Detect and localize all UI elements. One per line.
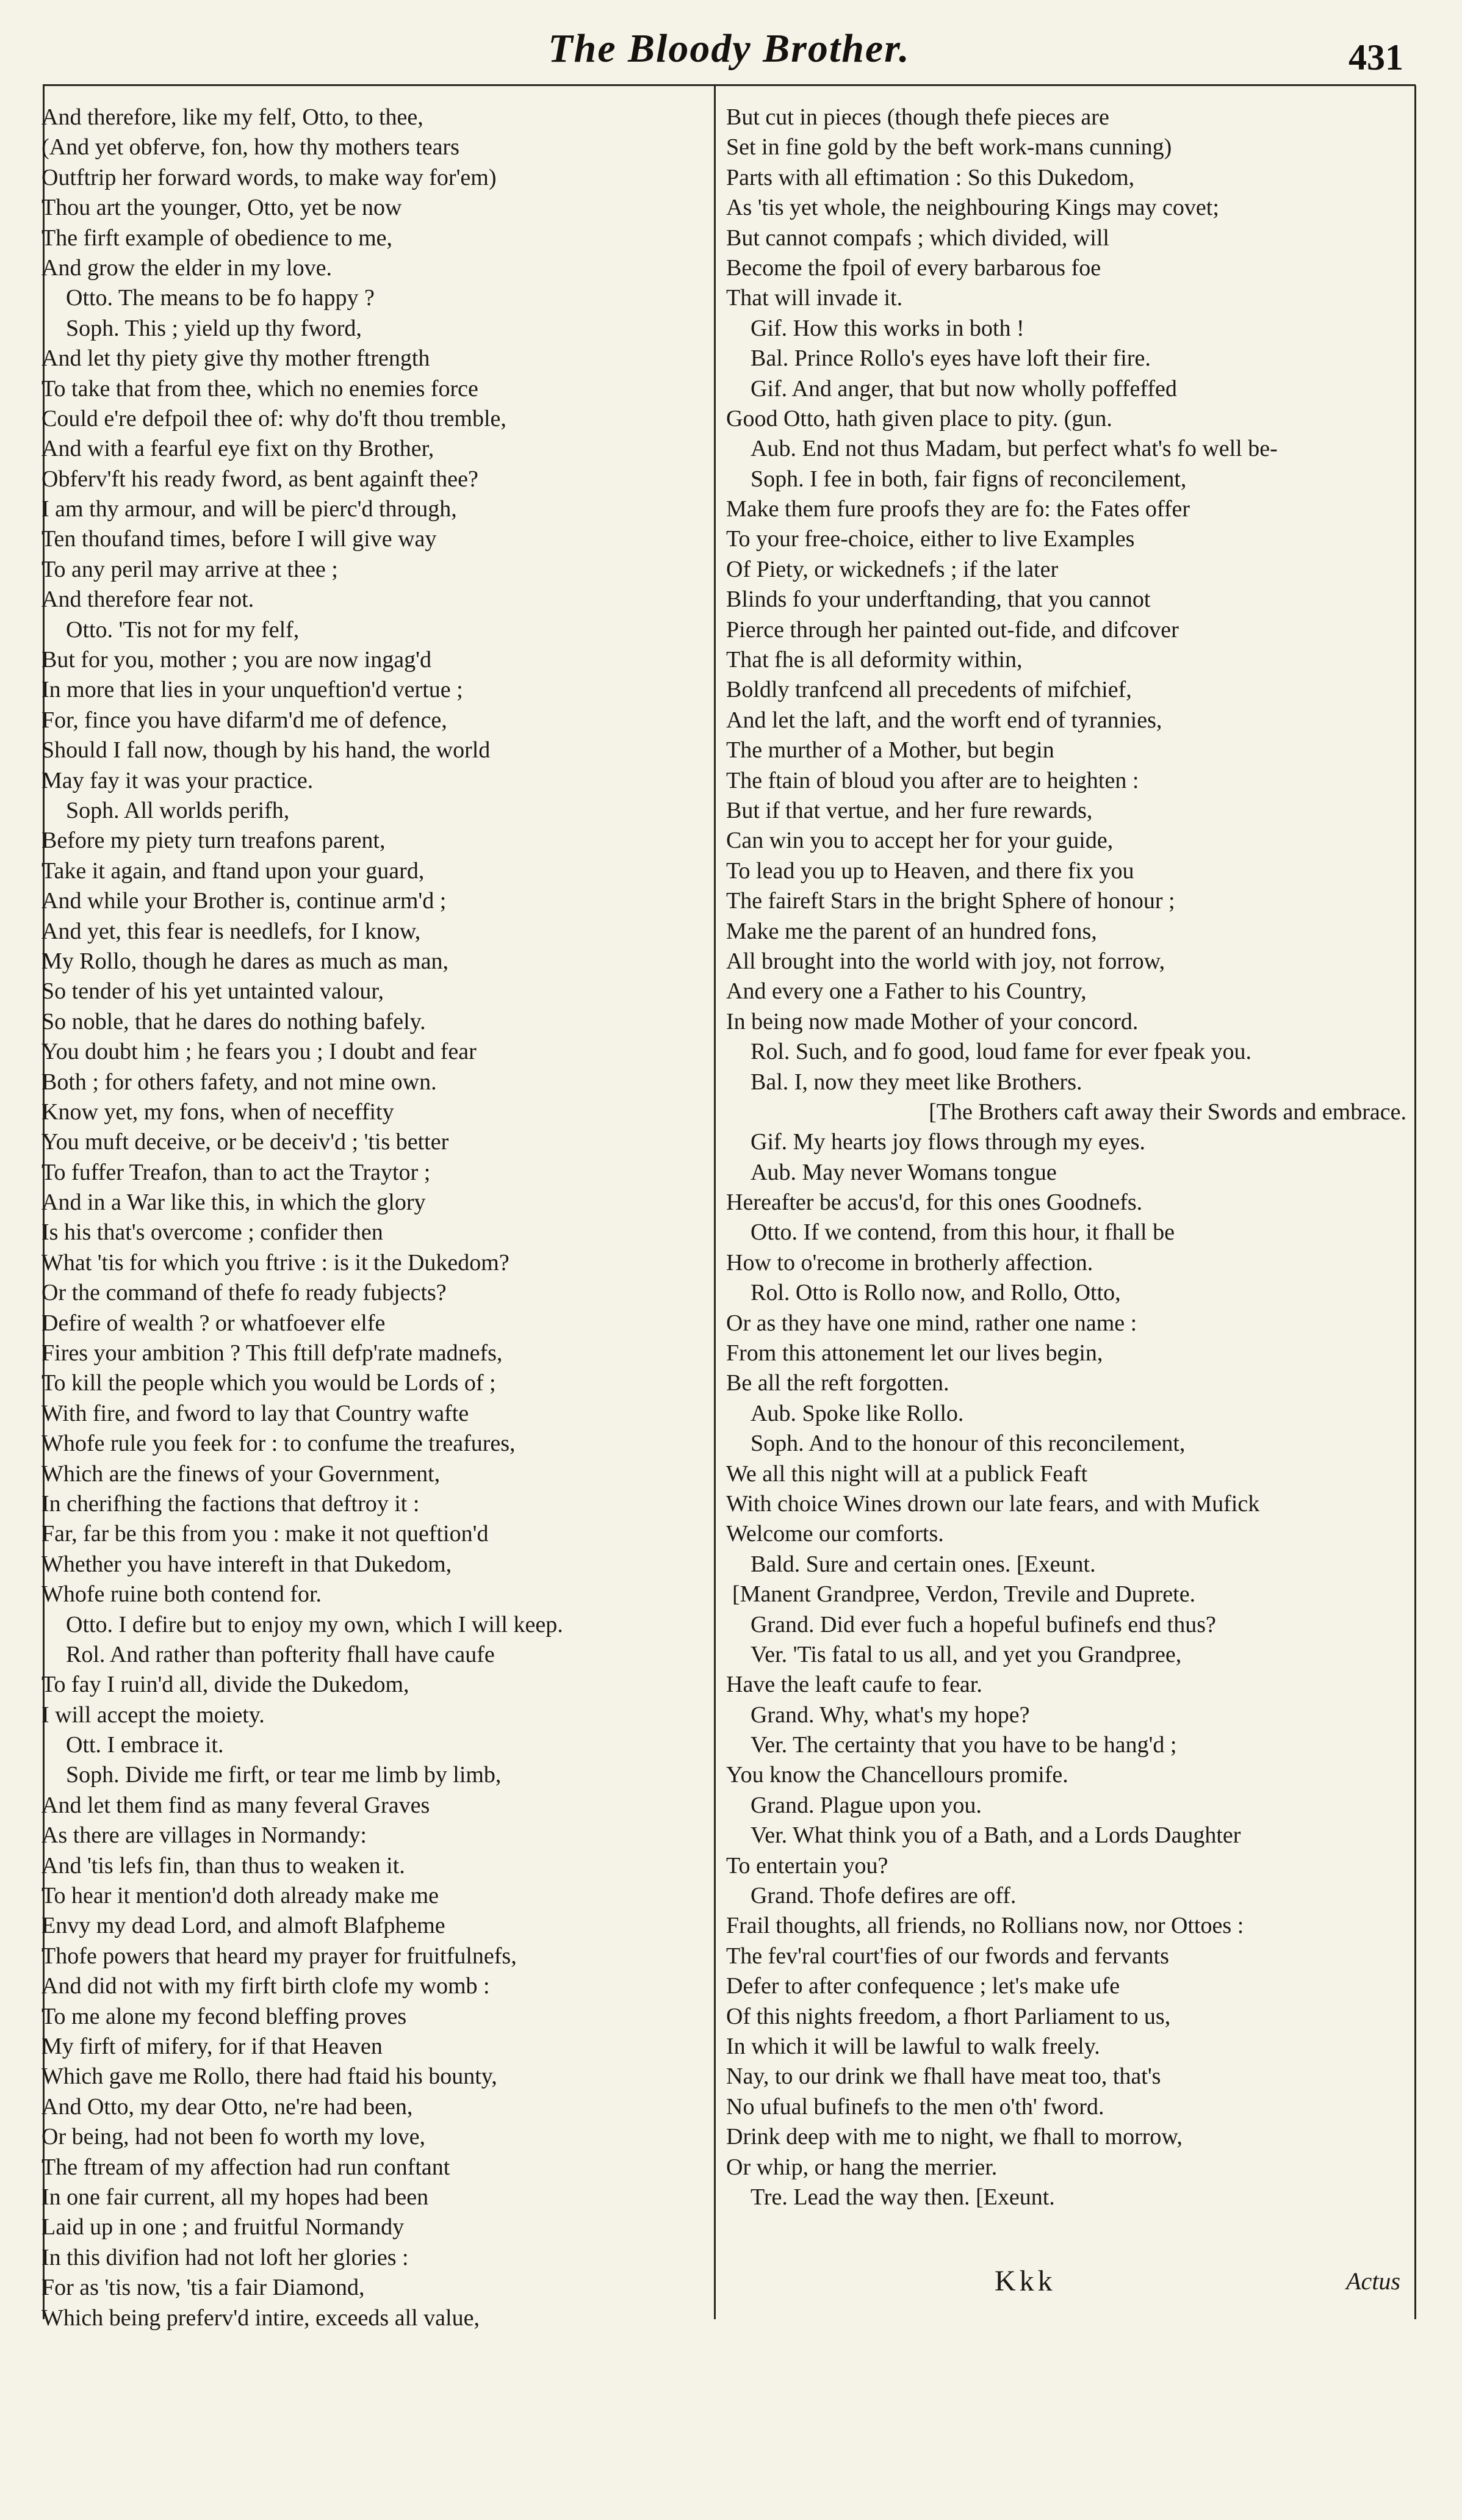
verse-line: To me alone my fecond bleffing proves [41,2003,407,2029]
verse-line: Whofe ruine both contend for. [41,1581,322,1608]
verse-line: Fires your ambition ? This ftill defp'rate madnefs, [41,1340,503,1367]
verse-line: Could e're defpoil thee of: why do'ft thou tremble, [41,405,506,431]
verse-line: And let the laft, and the worft end of tyrannies, [726,707,1162,733]
verse-line: I will accept the moiety. [41,1702,265,1728]
speech-line: Soph. Divide me firft, or tear me limb by limb, [66,1762,502,1788]
verse-line: As there are villages in Normandy: [41,1822,367,1849]
verse-line: Or as they have one mind, rather one name : [726,1310,1137,1336]
verse-line: Of Piety, or wickednefs ; if the later [726,556,1059,582]
verse-line: Which are the finews of your Government, [41,1460,441,1487]
verse-line: You muft deceive, or be deceiv'd ; 'tis better [41,1129,449,1155]
verse-line: Ten thoufand times, before I will give way [41,526,437,552]
page-footer [726,2264,1406,2307]
verse-line: Parts with all eftimation : So this Dukedom, [726,164,1135,190]
verse-line: And 'tis lefs fin, than thus to weaken it. [41,1852,405,1879]
verse-line: Obferv'ft his ready fword, as bent againft thee? [41,466,478,492]
verse-line: In which it will be lawful to walk freely. [726,2034,1100,2059]
speech-line: Bal. Prince Rollo's eyes have loft their fire. [751,345,1151,372]
column-divider [714,85,716,2319]
speech-line: Soph. I fee in both, fair figns of reconcilement, [751,466,1187,492]
verse-line: Make them fure proofs they are fo: the Fates offer [726,496,1190,522]
verse-line: Whofe rule you feek for : to confume the treafures, [41,1431,516,1457]
speech-line: Rol. Otto is Rollo now, and Rollo, Otto, [751,1280,1121,1306]
verse-line: Should I fall now, though by his hand, the world [41,737,491,764]
speech-line: Ott. I embrace it. [66,1732,224,1758]
verse-line: Both ; for others fafety, and not mine own. [41,1069,437,1095]
speech-line: Grand. Why, what's my hope? [751,1702,1030,1728]
speech-line: Rol. Such, and fo good, loud fame for ever fpeak you. [751,1039,1252,1065]
speech-line: Aub. End not thus Madam, but perfect what's fo well be- [751,436,1278,462]
speech-line: Otto. 'Tis not for my felf, [66,616,300,643]
verse-line: Blinds fo your underftanding, that you cannot [726,587,1151,613]
verse-line: To take that from thee, which no enemies force [41,375,478,402]
speech-line: Soph. This ; yield up thy fword, [66,315,362,341]
verse-line: Take it again, and ftand upon your guard, [41,857,425,884]
speech-line: Otto. I defire but to enjoy my own, which I will keep. [66,1611,563,1637]
verse-line: My Rollo, though he dares as much as man, [41,948,449,974]
verse-line: Laid up in one ; and fruitful Normandy [41,2214,405,2240]
verse-line: Good Otto, hath given place to pity. (gun. [726,405,1112,431]
page-header [43,12,1416,85]
verse-line: To hear it mention'd doth already make me [41,1883,439,1909]
verse-line: You doubt him ; he fears you ; I doubt and fear [41,1039,477,1065]
frame-rule-right [1414,85,1416,2319]
verse-line: To your free-choice, either to live Examples [726,526,1135,552]
verse-line: May fay it was your practice. [41,767,314,793]
verse-line: In more that lies in your unqueftion'd vertue ; [41,677,463,703]
verse-line: Far, far be this from you : make it not queftion'd [41,1521,489,1547]
verse-line: Which gave me Rollo, there had ftaid his bounty, [41,2063,497,2090]
verse-line: The faireft Stars in the bright Sphere of honour ; [726,888,1175,914]
speech-line: Grand. Did ever fuch a hopeful bufinefs end thus? [751,1611,1216,1637]
verse-line: (And yet obferve, fon, how thy mothers tears [41,134,459,161]
speech-line: Grand. Thofe defires are off. [751,1883,1017,1909]
speech-line: Ver. What think you of a Bath, and a Lords Daughter [751,1822,1241,1849]
verse-line: To any peril may arrive at thee ; [41,556,338,582]
verse-line: Thofe powers that heard my prayer for fruitfulnefs, [41,1943,517,1969]
verse-line: To entertain you? [726,1852,888,1879]
speech-line: Bal. I, now they meet like Brothers. [751,1069,1082,1095]
verse-line: But cut in pieces (though thefe pieces are [726,104,1109,130]
verse-line: In this divifion had not loft her glories : [41,2244,409,2270]
verse-line: Or being, had not been fo worth my love, [41,2124,425,2150]
header-rule [43,84,1416,86]
verse-line: And therefore fear not. [41,587,254,613]
verse-line: Set in fine gold by the beft work-mans cunning) [726,134,1172,161]
speech-line: Ver. 'Tis fatal to us all, and yet you Grandpree, [751,1641,1182,1667]
verse-line: Before my piety turn treafons parent, [41,828,386,854]
verse-line: And Otto, my dear Otto, ne're had been, [41,2093,413,2120]
verse-line: That will invade it. [726,285,903,311]
speech-line: Tre. Lead the way then. [Exeunt. [751,2184,1055,2210]
speech-line: Otto. The means to be fo happy ? [66,285,375,311]
verse-line: Defire of wealth ? or whatfoever elfe [41,1310,386,1336]
verse-line: Whether you have intereft in that Dukedom, [41,1551,452,1577]
verse-line: That fhe is all deformity within, [726,647,1023,673]
right-text-column [726,103,1406,2212]
verse-line: Thou art the younger, Otto, yet be now [41,195,402,221]
verse-line: Of this nights freedom, a fhort Parliament to us, [726,2003,1171,2029]
verse-line: And while your Brother is, continue arm'd ; [41,888,447,914]
verse-line: Become the fpoil of every barbarous foe [726,255,1101,281]
verse-line: But cannot compafs ; which divided, will [726,225,1109,251]
verse-line: Hereafter be accus'd, for this ones Goodnefs. [726,1190,1143,1216]
verse-line: And did not with my firft birth clofe my womb : [41,1973,490,1999]
verse-line: With fire, and fword to lay that Country wafte [41,1400,469,1426]
verse-line: So tender of his yet untainted valour, [41,978,384,1005]
verse-line: And grow the elder in my love. [41,255,332,281]
stage-direction: [Manent Grandpree, Verdon, Trevile and Duprete. [732,1581,1196,1608]
verse-line: And therefore, like my felf, Otto, to thee, [41,104,423,130]
verse-line: Or whip, or hang the merrier. [726,2154,998,2180]
verse-line: Outftrip her forward words, to make way for'em) [41,164,497,190]
speech-line: Aub. May never Womans tongue [751,1159,1057,1185]
verse-line: The murther of a Mother, but begin [726,737,1054,764]
verse-line: In one fair current, all my hopes had been [41,2184,429,2210]
verse-line: We all this night will at a publick Feaft [726,1460,1088,1487]
verse-line: For, fince you have difarm'd me of defence, [41,707,447,733]
verse-line: The firft example of obedience to me, [41,225,393,251]
speech-line: Grand. Plague upon you. [751,1792,982,1818]
verse-line: Is his that's overcome ; confider then [41,1219,383,1246]
verse-line: Nay, to our drink we fhall have meat too, that's [726,2063,1161,2090]
verse-line: What 'tis for which you ftrive : is it the Dukedom? [41,1249,510,1276]
verse-line: And in a War like this, in which the glory [41,1190,426,1216]
verse-line: Or the command of thefe fo ready fubjects? [41,1280,447,1306]
verse-line: And let them find as many feveral Graves [41,1792,430,1818]
page-number: 431 [1349,37,1403,78]
verse-line: Can win you to accept her for your guide, [726,828,1114,854]
verse-line: To lead you up to Heaven, and there fix you [726,857,1134,884]
verse-line: Be all the reft forgotten. [726,1370,949,1396]
verse-line: Have the leaft caufe to fear. [726,1672,982,1698]
verse-line: Welcome our comforts. [726,1521,944,1547]
verse-line: How to o'recome in brotherly affection. [726,1249,1093,1276]
signature-mark: Kkk [995,2265,1056,2297]
verse-line: Frail thoughts, all friends, no Rollians now, nor Ottoes : [726,1913,1244,1939]
verse-line: Defer to after confequence ; let's make ufe [726,1973,1120,1999]
verse-line: To kill the people which you would be Lords of ; [41,1370,496,1396]
verse-line: Make me the parent of an hundred fons, [726,918,1097,944]
catchword: Actus [1346,2267,1400,2295]
speech-line: Gif. How this works in both ! [751,315,1024,341]
verse-line: From this attonement let our lives begin, [726,1340,1103,1367]
verse-line: No ufual bufinefs to the men o'th' fword. [726,2093,1104,2120]
verse-line: So noble, that he dares do nothing bafely. [41,1008,426,1034]
speech-line: Gif. My hearts joy flows through my eyes. [751,1129,1145,1155]
verse-line: Envy my dead Lord, and almoft Blafpheme [41,1913,445,1939]
verse-line: As 'tis yet whole, the neighbouring Kings may covet; [726,195,1219,221]
speech-line: Bald. Sure and certain ones. [Exeunt. [751,1551,1096,1577]
verse-line: In cherifhing the factions that deftroy it : [41,1490,420,1517]
speech-line: Aub. Spoke like Rollo. [751,1400,964,1426]
speech-line: Otto. If we contend, from this hour, it fhall be [751,1219,1175,1246]
verse-line: And let thy piety give thy mother ftrength [41,345,430,372]
verse-line: To fay I ruin'd all, divide the Dukedom, [41,1672,409,1698]
verse-line: In being now made Mother of your concord. [726,1008,1139,1034]
verse-line: To fuffer Treafon, than to act the Traytor ; [41,1159,431,1185]
verse-line: But if that vertue, and her fure rewards, [726,797,1093,823]
verse-line: And every one a Father to his Country, [726,978,1087,1005]
verse-line: For as 'tis now, 'tis a fair Diamond, [41,2275,365,2301]
stage-direction: [The Brothers caft away their Swords and embrace. [929,1099,1406,1125]
verse-line: All brought into the world with joy, not forrow, [726,948,1165,974]
speech-line: Gif. And anger, that but now wholly poffeffed [751,375,1177,402]
verse-line: With choice Wines drown our late fears, and with Mufick [726,1490,1260,1517]
verse-line: Pierce through her painted out-fide, and difcover [726,616,1179,643]
speech-line: Soph. All worlds perifh, [66,797,290,823]
verse-line: My firft of mifery, for if that Heaven [41,2034,383,2059]
verse-line: And yet, this fear is needlefs, for I know, [41,918,421,944]
verse-line: You know the Chancellours promife. [726,1762,1068,1788]
verse-line: Which being preferv'd intire, exceeds all value, [41,2305,480,2331]
verse-line: I am thy armour, and will be pierc'd through, [41,496,457,522]
verse-line: And with a fearful eye fixt on thy Brother, [41,436,434,462]
verse-line: The fev'ral court'fies of our fwords and fervants [726,1943,1169,1969]
verse-line: The ftream of my affection had run conftant [41,2154,450,2180]
speech-line: Soph. And to the honour of this reconcilement, [751,1431,1186,1457]
verse-line: Drink deep with me to night, we fhall to morrow, [726,2124,1183,2150]
verse-line: Boldly tranfcend all precedents of mifchief, [726,677,1132,703]
running-title: The Bloody Brother. [548,26,910,71]
speech-line: Ver. The certainty that you have to be hang'd ; [751,1732,1177,1758]
verse-line: Know yet, my fons, when of neceffity [41,1099,394,1125]
left-text-column [41,103,710,2333]
speech-line: Rol. And rather than pofterity fhall have caufe [66,1641,495,1667]
verse-line: The ftain of bloud you after are to heighten : [726,767,1139,793]
verse-line: But for you, mother ; you are now ingag'd [41,647,432,673]
